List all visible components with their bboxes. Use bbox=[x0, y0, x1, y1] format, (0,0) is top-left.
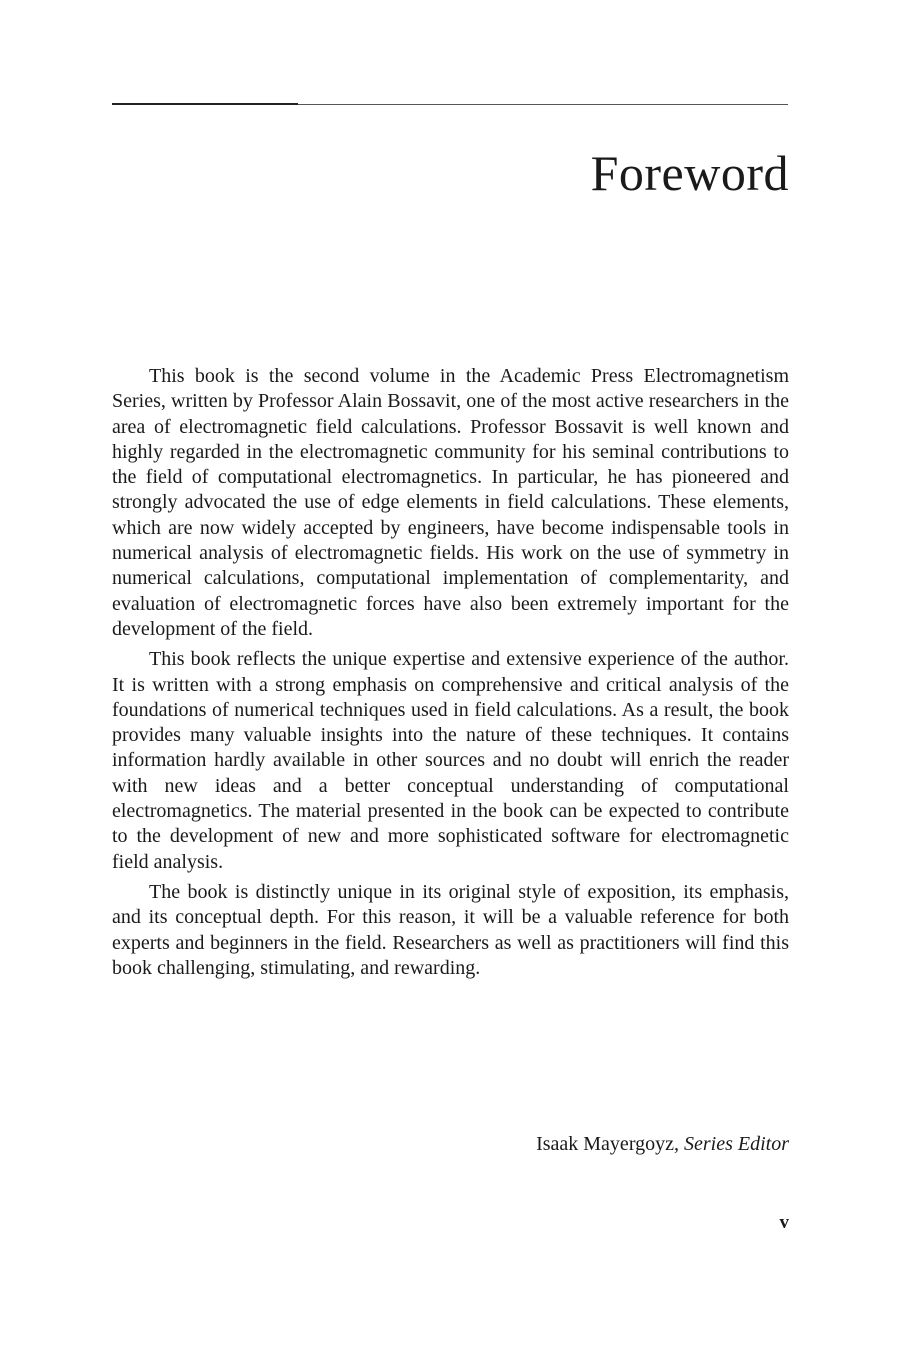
page-number: v bbox=[779, 1212, 789, 1233]
signature-name: Isaak Mayergoyz, bbox=[536, 1133, 684, 1155]
signature-role: Series Editor bbox=[684, 1133, 789, 1155]
paragraph: The book is distinctly unique in its original style of exposition, its emphasis, and its conceptual depth. For this reason, it will be a valuable reference for both experts and beginners in the field. Researchers as well as practitioners will find this book challenging, stimulating, and rewarding. bbox=[112, 880, 789, 979]
paragraph: This book reflects the unique expertise and extensive experience of the author. It is written with a strong emphasis on comprehensive and critical analysis of the foundations of numerical techniques used in field calculations. As a result, the book provides many valuable insights into the nature of these techniques. It contains information hardly available in other sources and no doubt will enrich the reader with new ideas and a better conceptual understanding of computational electromagnetics. The material presented in the book can be expected to contribute to the development of new and more sophisticated software for electromagnetic field analysis. bbox=[112, 648, 789, 873]
foreword-body bbox=[112, 364, 789, 986]
signature bbox=[536, 1132, 789, 1157]
chapter-title: Foreword bbox=[590, 145, 789, 201]
header-rule-accent bbox=[112, 103, 298, 105]
paragraph: This book is the second volume in the Academic Press Electromagnetism Series, written by Professor Alain Bossavit, one of the most active researchers in the area of electromagnetic field calculations. Professor Bossavit is well known and highly regarded in the electromagnetic community for his seminal contributions to the field of computational electromagnetics. In particular, he has pioneered and strongly advocated the use of edge elements in field calculations. These elements, which are now widely accepted by engineers, have become indispensable tools in numerical analysis of electromagnetic fields. His work on the use of symmetry in numerical calculations, computational implementation of complementarity, and evaluation of electromagnetic forces have also been extremely important for the development of the field. bbox=[112, 365, 789, 640]
